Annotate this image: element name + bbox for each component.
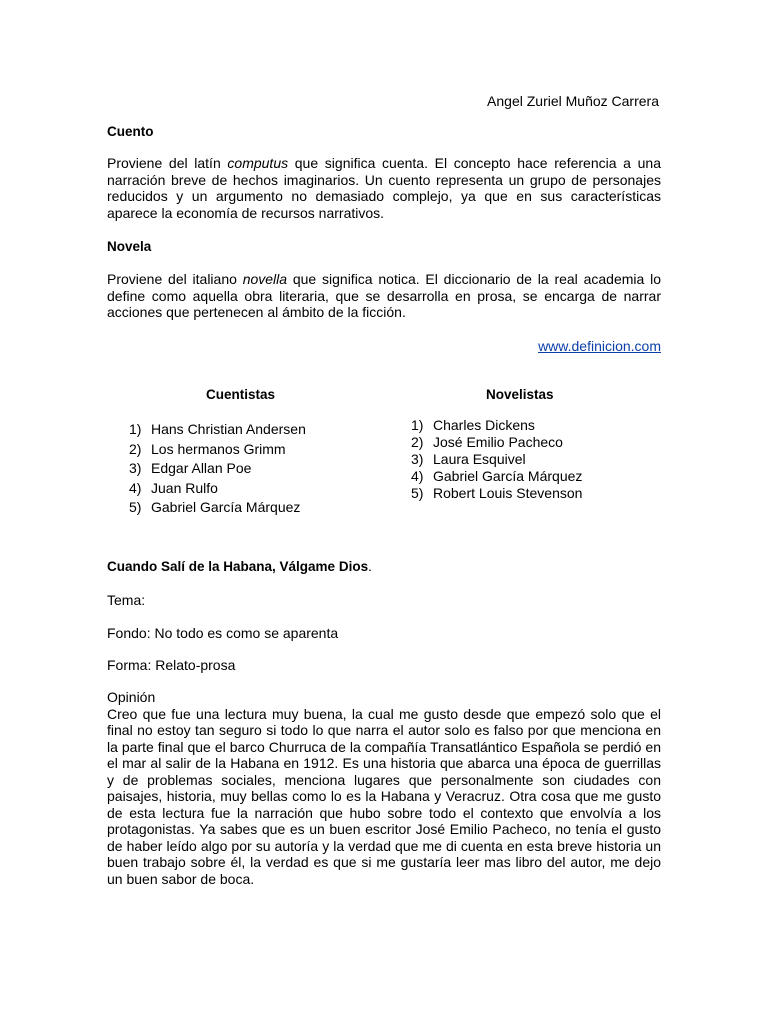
cuento-paragraph: Proviene del latín computus que significa cuenta. El concepto hace referencia a una narración breve de hechos imaginarios. Un cuento representa un grupo de personajes reducidos y un argumento no demasiado complejo, ya que en sus características aparece la economía de recursos narrativos. [107,155,661,221]
novela-heading: Novela [107,239,152,254]
latin-term: computus [227,155,289,171]
list-item: 4) Gabriel García Márquez [411,468,583,484]
list-item: 1) Charles Dickens [411,417,535,433]
list-item: 3) Laura Esquivel [411,451,526,467]
opinion-text: Creo que fue una lectura muy buena, la cual me gusto desde que empezó solo que el final no estoy tan seguro si todo lo que narra el autor solo es falso por que menciona en la parte final que el barco Churruca de la compañía Transatlántico Española se perdió en el mar al salir de la Habana en 1912. Es una historia que abarca una época de guerrillas y de problemas sociales, menciona lugares que personalmente son ciudades con paisajes, historia, muy bellas como lo es la Habana y Veracruz. Otra cosa que me gusto de esta lectura fue la narración que hubo sobre todo el contexto que envolvía a los protagonistas. Ya sabes que es un buen escritor José Emilio Pacheco, no tenía el gusto de haber leído algo por su autoría y la verdad que me di cuenta en esta breve historia un buen trabajo sobre él, la verdad es que si me gustaría leer mas libro del autor, me dejo un buen sabor de boca. [107,705,661,887]
novelistas-heading: Novelistas [486,387,554,402]
novelistas-list [411,417,582,502]
fondo-line: Fondo: No todo es como se aparenta [107,625,339,641]
list-item: 3) Edgar Allan Poe [129,460,252,477]
review-title: Cuando Salí de la Habana, Válgame Dios. [107,559,372,574]
opinion-label: Opinión [107,689,156,705]
list-item: 4) Juan Rulfo [129,479,218,496]
list-item: 5) Robert Louis Stevenson [411,485,583,501]
italian-term: novella [242,271,288,287]
forma-line: Forma: Relato-prosa [107,657,236,673]
opinion-block [107,689,661,887]
cuentistas-heading: Cuentistas [206,387,276,402]
list-item: 1) Hans Christian Andersen [129,421,306,437]
list-item: 5) Gabriel García Márquez [129,499,301,516]
cuentistas-list [129,420,306,518]
cuento-heading: Cuento [107,124,154,139]
author-name: Angel Zuriel Muñoz Carrera [487,93,659,109]
novela-paragraph: Proviene del italiano novella que significa notica. El diccionario de la real academia lo define como aquella obra literaria, que se desarrolla en prosa, se encarga de narrar acciones que pertenecen al ámbito de la ficción. [107,271,661,320]
tema-line: Tema: [107,592,146,608]
source-link[interactable]: www.definicion.com [538,338,661,354]
list-item: 2) Los hermanos Grimm [129,440,286,457]
list-item: 2) José Emilio Pacheco [411,434,563,450]
